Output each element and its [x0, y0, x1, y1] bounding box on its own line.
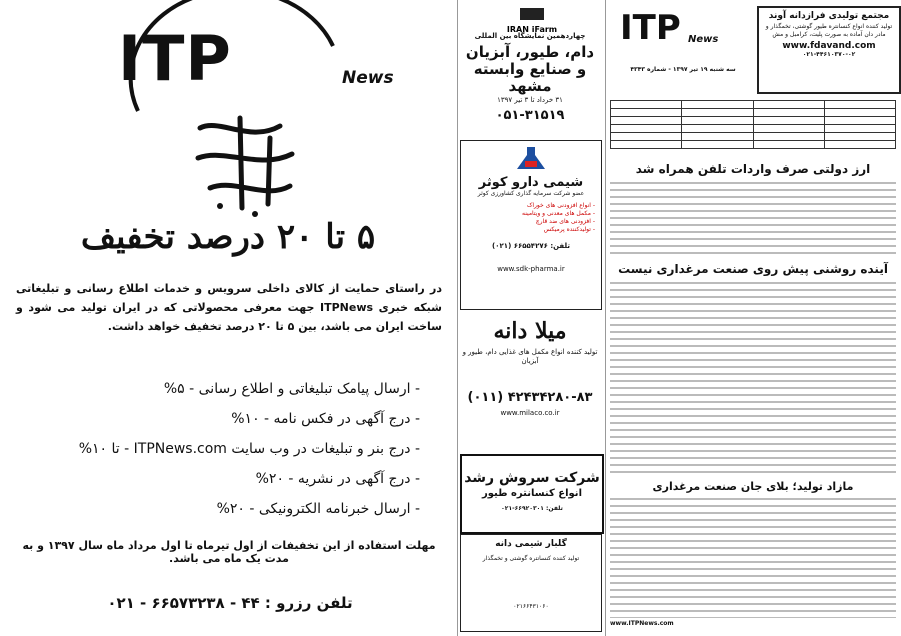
ad-soroush [460, 454, 604, 534]
ad-web: www.sdk-pharma.ir [497, 265, 565, 273]
ad-phone: تلفن: ۶۶۵۵۴۲۷۶ (۰۲۱) [492, 242, 570, 250]
logo-news: News [342, 68, 394, 88]
price-table [610, 100, 896, 149]
footer-web[interactable]: www.ITPNews.com [610, 620, 674, 627]
logo-main: ITP [620, 8, 681, 48]
logo-main: ITP [118, 22, 232, 95]
list-item: - انواع افزودنی های خوراک [527, 202, 595, 209]
list-item: - مکمل های معدنی و ویتامینه [521, 210, 595, 217]
list-item: - درج آگهی در فکس نامه - ۱۰% [231, 411, 420, 427]
article-body [610, 280, 896, 478]
expo-title: دام، طیور، آبزیان و صنایع وابسته مشهد [465, 43, 595, 95]
svg-text:IRAN iFarm: IRAN iFarm [506, 25, 558, 34]
itp-news-logo [118, 22, 428, 122]
calligraphy-emblem [180, 108, 310, 220]
ad-title: مجتمع تولیدی فرازدانه آوند [768, 11, 890, 21]
ads-column [458, 0, 604, 636]
expo-phone: ۰۵۱-۳۱۵۱۹ [495, 108, 565, 123]
headline-3: مازاد تولید؛ بلای جان صنعت مرغداری [652, 480, 854, 493]
ad-web: www.milaco.co.ir [500, 409, 560, 417]
ad-title: شیمی دارو کوثر [478, 175, 584, 190]
list-item: - درج بنر و تبلیغات در وب سایت ITPNews.com - تا ۱۰% [78, 441, 420, 457]
ad-sub: عضو شرکت سرمایه گذاری کشاورزی کوثر [477, 190, 585, 197]
ad-sdk [460, 140, 602, 310]
ad-text: تولید کننده انواع کنسانتره طیور گوشتی، تخمگذار و مادر دان آماده به صورت پلیت، کرامبل و مش [765, 23, 893, 38]
ad-phone: ۰۲۱-۴۴۶۱۰۳۷۰-۰۲ [802, 51, 856, 58]
list-item: - افزودنی های ضد قارچ [535, 218, 595, 225]
list-item: - درج آگهی در نشریه - ۲۰% [255, 471, 420, 487]
ad-phone: (۰۱۱) ۴۲۴۳۴۲۸۰-۸۳ [467, 390, 593, 405]
discount-list [60, 374, 420, 524]
list-item: - ارسال پیامک تبلیغاتی و اطلاع رسانی - ۵% [163, 381, 420, 397]
flask-icon [511, 145, 551, 171]
promo-title: ۵ تا ۲۰ درصد تخفیف [80, 217, 376, 257]
article-body [610, 496, 896, 618]
headline-2: آینده روشنی پیش روی صنعت مرغداری نیست [618, 262, 888, 276]
expo-dates: ۳۱ خرداد تا ۳ تیر ۱۳۹۷ [497, 96, 563, 104]
itp-news-logo [620, 8, 750, 58]
ad-golbar [460, 534, 602, 632]
ad-title: میلا دانه [493, 318, 567, 344]
ad-sub: تولید کننده انواع مکمل های غذایی دام، طیور و آبزیان [462, 348, 598, 365]
article-body [610, 180, 896, 256]
ad-web: www.fdavand.com [782, 41, 876, 51]
ad-milaco [460, 312, 600, 450]
date-line: سه شنبه ۱۹ تیر ۱۳۹۷ - شماره ۴۳۴۳ [630, 66, 736, 73]
promo-body: در راستای حمایت از کالای داخلی سرویس و خدمات اطلاع رسانی و تبلیغاتی شبکه خبری ITPNews جهت معرفی محصولاتی که در ایران تولید می شود و ساخت ایران می باشد، بین ۵ تا ۲۰ درصد تخفیف خواهد داشت. [16, 282, 442, 333]
list-item: - تولیدکننده پرمیکس [543, 226, 595, 233]
ad-title: گلبار شیمی دانه [495, 539, 567, 549]
list-item: - ارسال خبرنامه الکترونیکی - ۲۰% [216, 501, 420, 517]
ad-phone: ۰۲۱۶۶۴۳۱۰۶۰ [513, 603, 549, 610]
ad-title: شرکت سروش رشد [464, 470, 600, 486]
promo-note: مهلت استفاده از این تخفیفات از اول تیرماه تا اول مرداد ماه سال ۱۳۹۷ و به مدت یک ماه می باشد. [22, 539, 436, 565]
promo-phone: تلفن رزرو : ۴۴ - ۶۶۵۷۳۲۳۸ - ۰۲۱ [107, 594, 353, 612]
ad-text: تولید کننده کنسانتره گوشتی و تخمگذار [482, 555, 580, 562]
ad-fdavand [757, 6, 901, 94]
newspaper-page [606, 0, 900, 636]
headline-1: ارز دولتی صرف واردات تلفن همراه شد [635, 162, 871, 176]
ad-phone: تلفن: ۶۶۹۲۰۳۰۱-۰۲۱ [501, 505, 563, 512]
logo-news: News [688, 34, 719, 45]
ad-sub: انواع کنسانتره طیور [482, 488, 582, 499]
expo-line: چهاردهمین نمایشگاه بین المللی [474, 32, 586, 40]
